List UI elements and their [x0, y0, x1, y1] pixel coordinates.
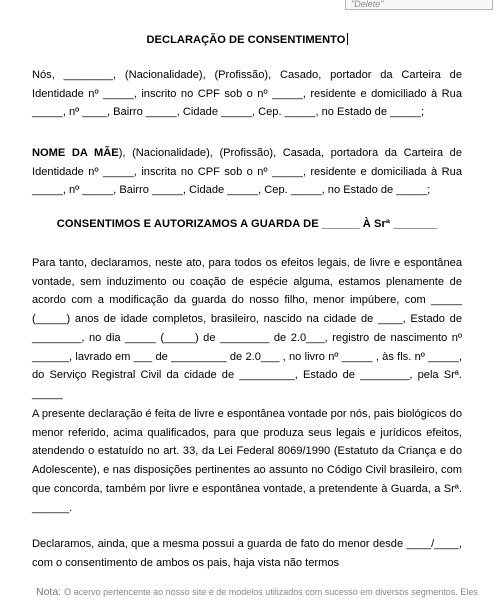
delete-field[interactable]: "Delete" — [345, 0, 493, 10]
paragraph-mother-text: ), (Nacionalidade), (Profissão), Casada, portadora da Carteira de Identidade nº _____, inscrita no CPF sob o nº _____, residente e domiciliada à Rua _____, nº _____, Bairro _____, Cidade _____, Cep. _____, no Estado de _____; — [32, 147, 463, 197]
paragraph-mother — [32, 144, 462, 200]
paragraph-de-facto-custody: Declaramos, ainda, que a mesma possui a guarda de fato do menor desde ____/____, com o consentimento de ambos os pais, haja vista não termos — [32, 538, 462, 569]
text-cursor — [347, 33, 348, 45]
consent-heading: CONSENTIMOS E AUTORIZAMOS A GUARDA DE ______ À Srª _______ — [56, 218, 438, 230]
paragraph-legal-basis: A presente declaração é feita de livre e espontânea vontade por nós, pais biológicos do menor referido, acima qualificados, para que produza seus legais e jurídicos efeitos, atendendo o estatuído no art. 33, da Lei Federal 8069/1990 (Estatuto da Criança e do Adolescente), e nas disposições pertinentes ao assunto no Código Civil brasileiro, com que concorda, também por livre e espontânea vontade, a pretendente à Guarda, a Srª. ______. — [32, 408, 462, 514]
paragraph-father: Nós, ________, (Nacionalidade), (Profissão), Casado, portador da Carteira de Identidade nº _____, inscrito no CPF sob o nº _____, residente e domiciliado à Rua _____, nº ____, Bairro _____, Cidade _____, Cep. _____, no Estado de _____; — [32, 69, 462, 119]
footer-note — [36, 586, 500, 598]
note-text: O acervo pertencente ao nosso site é de modelos utilizados com sucesso em diversos segmentos. Eles — [64, 587, 478, 597]
document-title — [32, 31, 462, 50]
mother-name-label: NOME DA MÃE — [32, 147, 119, 159]
paragraph-declaration: Para tanto, declaramos, neste ato, para todos os efeitos legais, de livre e espontânea vontade, sem induzimento ou coação de espécie alguma, estamos plenamente de acordo com a modificação da guarda do nosso filho, menor impúbere, com _____ (_____) anos de idade completos, brasileiro, nascido na cidade de ____, Estado de ________, no dia _____ (_____) de ________ de 2.0___, registro de nascimento nº ______, lavrado em ___ de _________ de 2.0___ , no livro nº _____ , às fls. nº _____, do Serviço Registral Civil da cidade de _________, Estado de ________, pela Srª. _____ — [32, 257, 462, 400]
title-text: DECLARAÇÃO DE CONSENTIMENTO — [146, 34, 346, 46]
note-label: Nota: — [36, 586, 62, 598]
